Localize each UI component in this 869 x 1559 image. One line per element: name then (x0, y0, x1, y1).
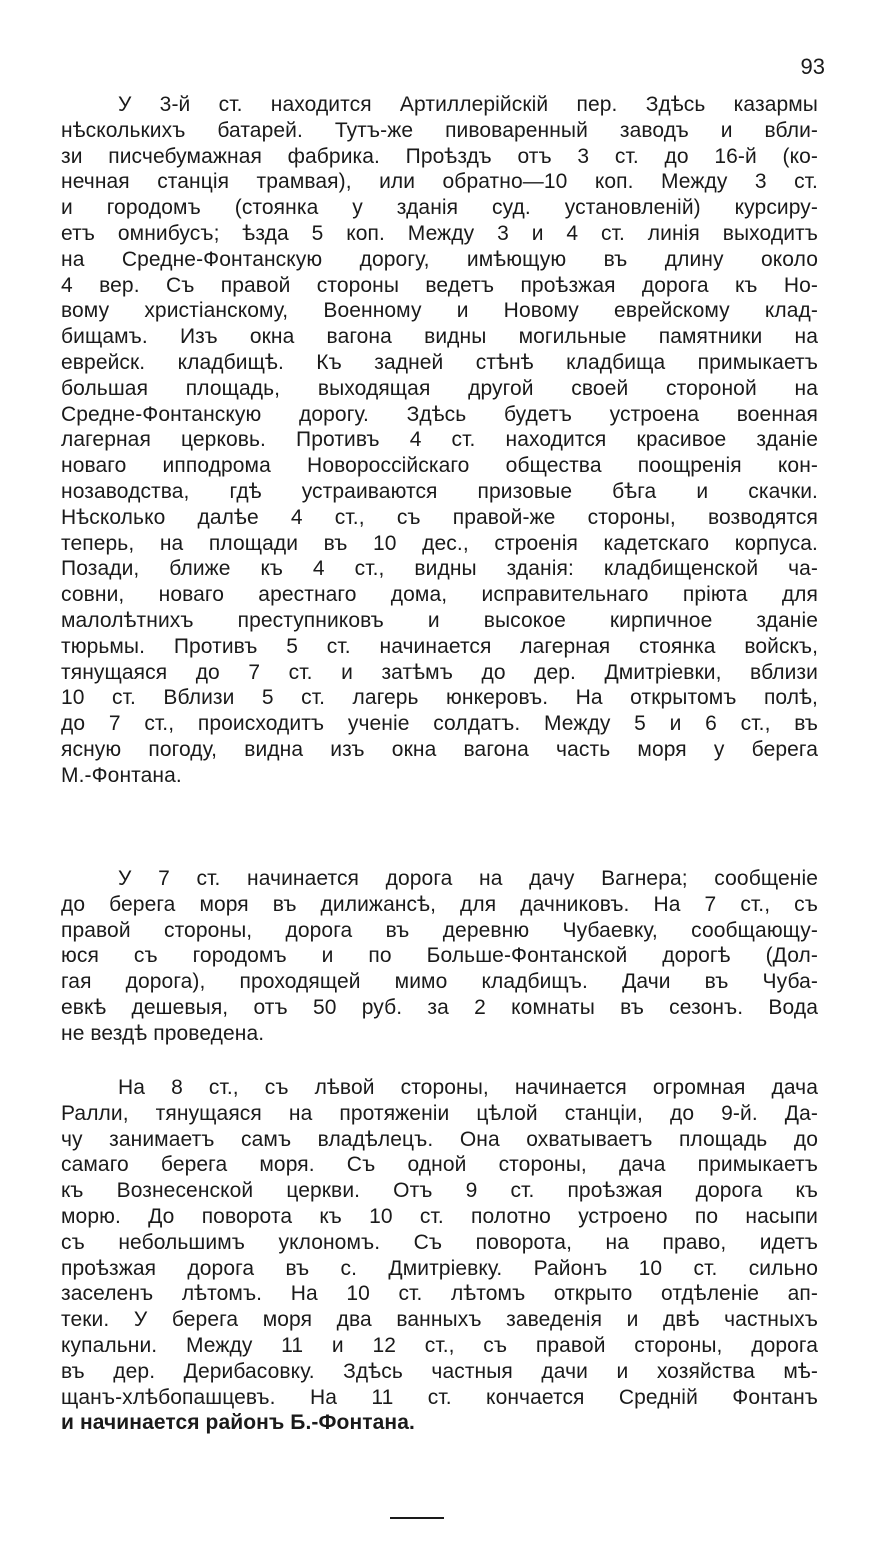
text-line: бищамъ. Изъ окна вагона видны могильные памятники на (61, 325, 818, 349)
text-line: теки. У берега моря два ванныхъ заведенія и двѣ частныхъ (61, 1308, 818, 1332)
text-line: большая площадь, выходящая другой своей стороной на (61, 376, 818, 400)
text-line: купальни. Между 11 и 12 ст., съ правой стороны, дорога (61, 1333, 818, 1357)
text-line: проѣзжая дорога въ с. Дмитріевку. Районъ 10 ст. сильно (61, 1256, 818, 1280)
text-line: У 3-й ст. находится Артиллерійскій пер. Здѣсь казармы (118, 93, 818, 116)
text-line: У 7 ст. начинается дорога на дачу Вагнера; сообщеніе (118, 867, 818, 890)
paragraph-2 (61, 866, 818, 1047)
text-line: чу занимаетъ самъ владѣлецъ. Она охватываетъ площадь до (61, 1127, 818, 1151)
text-line: къ Вознесенской церкви. Отъ 9 ст. проѣзжая дорога къ (61, 1179, 818, 1203)
text-line: На 8 ст., съ лѣвой стороны, начинается огромная дача (118, 1076, 818, 1099)
text-line: новаго ипподрома Новороссійскаго общества поощренія кон- (61, 454, 818, 478)
text-line: Ралли, тянущаяся на протяженіи цѣлой станціи, до 9-й. Да- (61, 1101, 818, 1125)
paragraph-1 (61, 92, 818, 789)
text-line: етъ омнибусъ; ѣзда 5 коп. Между 3 и 4 ст. линія выходитъ (61, 221, 818, 245)
text-line: до 7 ст., происходитъ ученіе солдатъ. Между 5 и 6 ст., въ (61, 712, 818, 736)
text-line: М.-Фонтана. (61, 763, 182, 787)
text-line: гая дорога), проходящей мимо кладбищъ. Дачи въ Чуба- (61, 970, 818, 994)
text-line: Позади, ближе къ 4 ст., видны зданія: кладбищенской ча- (61, 557, 818, 581)
text-line: Средне-Фонтанскую дорогу. Здѣсь будетъ устроена военная (61, 402, 818, 426)
text-line: теперь, на площади въ 10 дес., строенія кадетскаго корпуса. (61, 531, 818, 555)
text-line: Нѣсколько далѣе 4 ст., съ правой-же стороны, возводятся (61, 505, 818, 529)
text-line: тюрьмы. Противъ 5 ст. начинается лагерная стоянка войскъ, (61, 634, 818, 658)
text-line: самаго берега моря. Съ одной стороны, дача примыкаетъ (61, 1153, 818, 1177)
text-line: малолѣтнихъ преступниковъ и высокое кирпичное зданіе (61, 608, 818, 632)
text-line: на Средне-Фонтанскую дорогу, имѣющую въ длину около (61, 247, 818, 271)
text-line: тянущаяся до 7 ст. и затѣмъ до дер. Дмитріевки, вблизи (61, 660, 818, 684)
text-line: правой стороны, дорога въ деревню Чубаевку, сообщающу- (61, 918, 818, 942)
text-line: щанъ-хлѣбопашцевъ. На 11 ст. кончается Средній Фонтанъ (61, 1385, 818, 1409)
closing-rule (390, 1517, 444, 1519)
text-line: зи писчебумажная фабрика. Проѣздъ отъ 3 ст. до 16-й (ко- (61, 144, 818, 168)
text-line: нозаводства, гдѣ устраиваются призовые бѣга и скачки. (61, 479, 818, 503)
text-line: евкѣ дешевыя, отъ 50 руб. за 2 комнаты въ сезонъ. Вода (61, 995, 818, 1019)
text-line: еврейск. кладбищѣ. Къ задней стѣнѣ кладбища примыкаетъ (61, 350, 818, 374)
text-line: нѣсколькихъ батарей. Тутъ-же пивоваренный заводъ и вбли- (61, 118, 818, 142)
text-line: до берега моря въ дилижансѣ, для дачниковъ. На 7 ст., съ (61, 892, 818, 916)
text-line: 4 вер. Съ правой стороны ведетъ проѣзжая дорога къ Но- (61, 273, 818, 297)
text-line: и начинается районъ Б.-Фонтана. (61, 1411, 415, 1435)
text-line: вому христіанскому, Военному и Новому еврейскому клад- (61, 299, 818, 323)
page-number: 93 (800, 54, 825, 79)
text-line: и городомъ (стоянка у зданія суд. установленій) курсиру- (61, 196, 818, 220)
text-line: 10 ст. Вблизи 5 ст. лагерь юнкеровъ. На открытомъ полѣ, (61, 686, 818, 710)
paragraph-3 (61, 1075, 818, 1436)
text-line: юся съ городомъ и по Больше-Фонтанской дорогѣ (Дол- (61, 944, 818, 968)
text-line: ясную погоду, видна изъ окна вагона часть моря у берега (61, 737, 818, 761)
text-line: съ небольшимъ уклономъ. Съ поворота, на право, идетъ (61, 1230, 818, 1254)
text-line: въ дер. Дерибасовку. Здѣсь частныя дачи и хозяйства мѣ- (61, 1359, 818, 1383)
text-line: не вездѣ проведена. (61, 1021, 265, 1045)
text-line: лагерная церковь. Противъ 4 ст. находится красивое зданіе (61, 428, 818, 452)
text-line: заселенъ лѣтомъ. На 10 ст. лѣтомъ открыто отдѣленіе ап- (61, 1282, 818, 1306)
text-line: совни, новаго арестнаго дома, исправительнаго пріюта для (61, 583, 818, 607)
text-line: нечная станція трамвая), или обратно—10 коп. Между 3 ст. (61, 170, 818, 194)
text-line: морю. До поворота къ 10 ст. полотно устроено по насыпи (61, 1204, 818, 1228)
